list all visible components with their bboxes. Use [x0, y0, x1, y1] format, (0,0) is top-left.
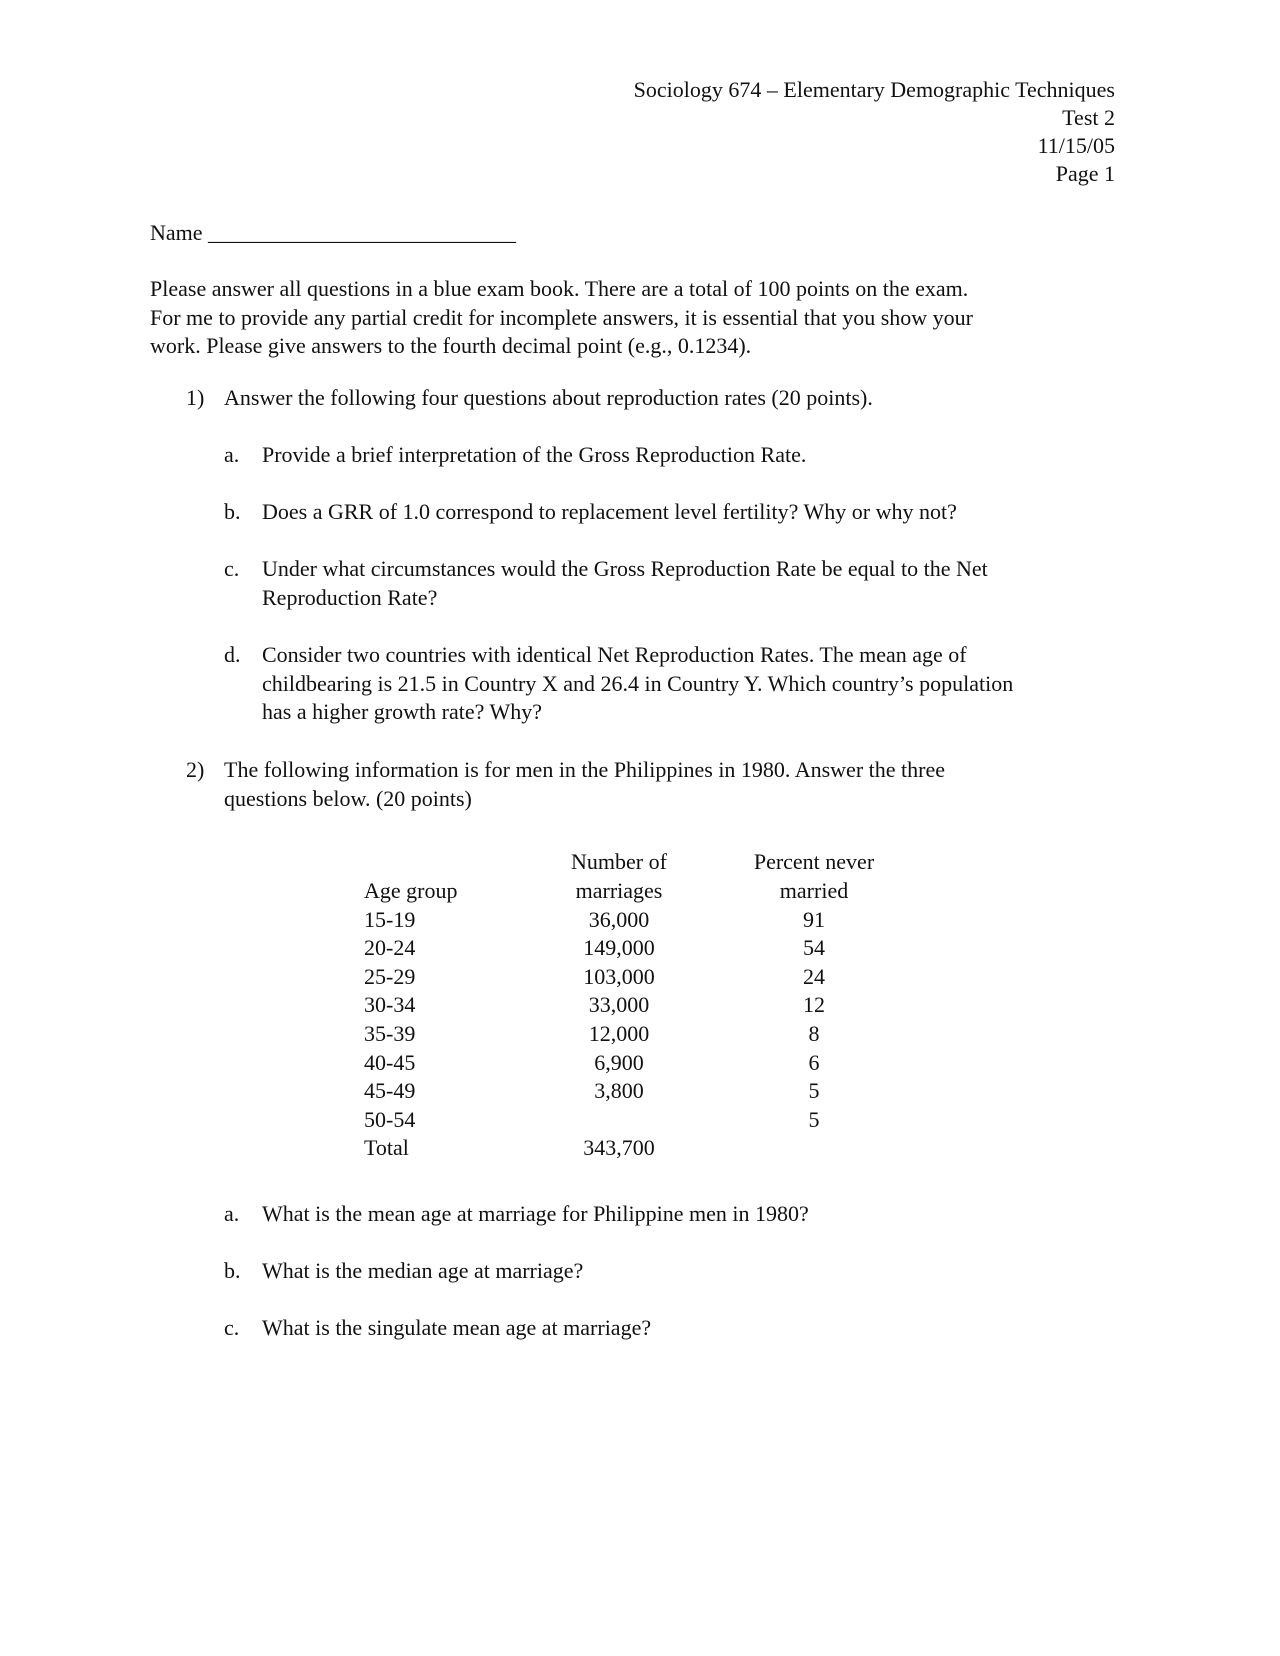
never-married-cell: 12: [803, 992, 825, 1018]
table-header-row: [364, 877, 924, 906]
table-row: [364, 963, 924, 992]
never-married-cell: 24: [803, 963, 825, 989]
never-married-cell: 8: [808, 1020, 820, 1046]
never-married-cell: 6: [808, 1049, 820, 1075]
name-label: Name: [150, 220, 203, 245]
part-text: Consider two countries with identical Net Reproduction Rates. The mean age of: [262, 642, 967, 667]
instructions-line: work. Please give answers to the fourth decimal point (e.g., 0.1234).: [150, 333, 752, 358]
age-group-cell: Total: [364, 1135, 409, 1161]
never-married-cell: 5: [808, 1078, 820, 1104]
never-married-cell: 54: [803, 935, 825, 961]
marriages-cell: 33,000: [588, 992, 650, 1018]
part-text: childbearing is 21.5 in Country X and 26.4 in Country Y. Which country’s population: [262, 670, 1014, 696]
age-group-cell: 15-19: [364, 906, 416, 932]
never-married-cell: 5: [808, 1106, 820, 1132]
age-group-cell: 35-39: [364, 1020, 416, 1046]
part-letter: c.: [224, 1315, 240, 1340]
age-group-cell: 45-49: [364, 1078, 416, 1104]
age-group-cell: 30-34: [364, 992, 416, 1018]
part-letter: b.: [224, 1258, 241, 1283]
question-text: questions below. (20 points): [224, 785, 472, 811]
age-group-cell: 50-54: [364, 1106, 416, 1132]
exam-header: [634, 76, 1115, 188]
part-letter: a.: [224, 442, 240, 467]
table-row: [364, 934, 924, 963]
name-field: [150, 219, 516, 247]
test-number: Test 2: [1062, 105, 1115, 130]
age-group-header: Age group: [364, 878, 458, 903]
marriages-header: marriages: [575, 878, 663, 903]
part-text: What is the mean age at marriage for Philippine men in 1980?: [262, 1201, 809, 1226]
marriages-cell: 149,000: [583, 935, 655, 961]
part-text: What is the singulate mean age at marriage?: [262, 1315, 652, 1340]
marriages-header: Number of: [571, 849, 667, 874]
marriage-table-header-top: [364, 848, 924, 877]
question-number: 1): [186, 385, 205, 410]
question-text: Answer the following four questions about reproduction rates (20 points).: [224, 385, 873, 410]
question-text: The following information is for men in the Philippines in 1980. Answer the three: [224, 757, 945, 782]
part-letter: d.: [224, 642, 241, 667]
part-text: Under what circumstances would the Gross Reproduction Rate be equal to the Net: [262, 556, 988, 581]
part-letter: a.: [224, 1201, 240, 1226]
marriages-cell: 103,000: [583, 963, 655, 989]
age-group-cell: 20-24: [364, 935, 416, 961]
part-letter: b.: [224, 499, 241, 524]
part-text: Does a GRR of 1.0 correspond to replacement level fertility? Why or why not?: [262, 499, 957, 524]
instructions: [150, 275, 1150, 361]
marriages-cell: 12,000: [588, 1020, 650, 1046]
exam-date: 11/15/05: [1037, 133, 1115, 158]
part-text: What is the median age at marriage?: [262, 1258, 584, 1283]
marriages-cell: 3,800: [594, 1078, 644, 1104]
part-letter: c.: [224, 556, 240, 581]
instructions-line: Please answer all questions in a blue exam book. There are a total of 100 points on the exam.: [150, 276, 969, 301]
marriages-cell: 6,900: [594, 1049, 644, 1075]
marriages-total-cell: 343,700: [583, 1135, 655, 1161]
table-total-row: [364, 1134, 924, 1163]
course-title: Sociology 674 – Elementary Demographic Techniques: [633, 77, 1115, 102]
table-row: [364, 1106, 924, 1135]
table-row: [364, 906, 924, 935]
instructions-line: For me to provide any partial credit for incomplete answers, it is essential that you show your: [150, 304, 973, 330]
table-row: [364, 1049, 924, 1078]
part-text: Provide a brief interpretation of the Gross Reproduction Rate.: [262, 442, 807, 467]
table-row: [364, 1020, 924, 1049]
page-number: Page 1: [1055, 161, 1115, 186]
never-married-cell: 91: [803, 906, 825, 932]
question-number: 2): [186, 757, 205, 782]
part-text: has a higher growth rate? Why?: [262, 699, 542, 724]
never-married-header: Percent never: [753, 849, 875, 874]
table-row: [364, 991, 924, 1020]
never-married-header: married: [779, 878, 849, 903]
table-row: [364, 1077, 924, 1106]
part-text: Reproduction Rate?: [262, 584, 438, 610]
marriages-cell: 36,000: [588, 906, 650, 932]
name-blank: ____________________________: [208, 220, 517, 245]
age-group-cell: 25-29: [364, 963, 416, 989]
marriage-table: [364, 877, 924, 1163]
age-group-cell: 40-45: [364, 1049, 416, 1075]
